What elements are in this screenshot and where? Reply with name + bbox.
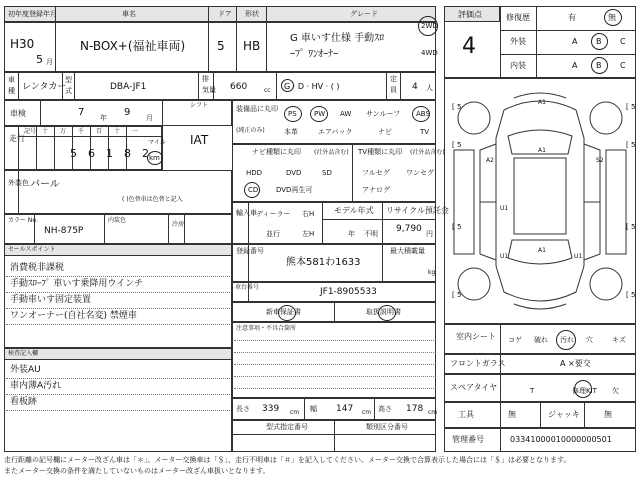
category-label: 類別区分番号 xyxy=(366,423,408,431)
recycle-fee-label: リサイクル預託金 xyxy=(386,206,449,215)
length-value: 339 xyxy=(262,404,280,414)
shape-label: 形状 xyxy=(245,10,259,18)
spare-option: 修理KIT xyxy=(572,387,597,395)
navi-item: HDD xyxy=(246,169,263,177)
mileage-digit: 6 xyxy=(88,147,95,160)
equipment-item: TV xyxy=(420,128,430,136)
equipment-sub: (純正のみ) xyxy=(236,127,265,134)
equipment-item: PW xyxy=(314,110,326,118)
damage-label: U1 xyxy=(500,205,509,212)
tools-label: 工具 xyxy=(458,410,474,419)
inspector-note-item: 外装AU xyxy=(10,365,41,375)
model-year-label: モデル年式 xyxy=(334,206,374,215)
reg-year: H30 xyxy=(10,37,35,51)
interior-grade: C xyxy=(620,61,626,70)
damage-label: A1 xyxy=(538,99,546,106)
disp-unit: cc xyxy=(264,87,271,94)
repair-label: 修復歴 xyxy=(506,13,530,22)
equipment-item: PS xyxy=(288,110,297,118)
shift-label: シフト xyxy=(190,102,209,109)
management-number: 03341000010000000501 xyxy=(510,435,612,444)
height-unit: cm xyxy=(428,409,438,416)
damage-label: A1 xyxy=(538,247,546,254)
spare-option: 欠 xyxy=(612,387,619,395)
mileage-digit: 5 xyxy=(70,147,77,160)
tv-item: フルセグ xyxy=(362,169,390,177)
width-label: 幅 xyxy=(310,405,317,413)
mileage-unit-header: 万 xyxy=(60,128,67,135)
damage-label: S2 xyxy=(596,157,604,164)
import-label: 輸入車 xyxy=(236,209,257,217)
equipment-circle xyxy=(412,106,430,122)
seat-circle xyxy=(556,330,576,350)
seat-option: コゲ xyxy=(508,336,522,344)
usage-label-2: 種 xyxy=(8,87,15,95)
car-name: N-BOX+(福祉車両) xyxy=(80,39,186,53)
mileage-unit-header: 十 xyxy=(42,128,49,135)
disp-label-2: 気量 xyxy=(202,86,216,94)
seat-option: 破れ xyxy=(534,336,548,344)
max-load-label: 最大積載量 xyxy=(390,247,425,255)
disp-label-1: 排 xyxy=(202,75,209,83)
selling-point-item: 消費税非課税 xyxy=(10,263,65,273)
grade-label: グレード xyxy=(350,10,378,18)
mileage-unit-header: 千 xyxy=(78,128,85,135)
damage-label: A1 xyxy=(538,147,546,154)
equipment-circle xyxy=(310,106,328,122)
footer-line-2: またメーター交換の条件を満たしていないものはメーター改ざん車扱いとなります。 xyxy=(4,467,270,475)
selling-point-item: ワンオーナー(自社名変) 禁煙車 xyxy=(10,311,137,321)
equipment-item: 本革 xyxy=(284,128,298,136)
evaluation-score: 4 xyxy=(462,34,476,59)
equipment-item: エアバック xyxy=(318,128,353,136)
mileage-digit: 1 xyxy=(106,147,113,160)
model-label-1: 型 xyxy=(65,76,72,84)
interior-grade: A xyxy=(572,61,578,70)
interior-grade: B xyxy=(596,61,602,70)
model-label-2: 式 xyxy=(65,87,72,95)
width-unit: cm xyxy=(362,409,372,416)
seat-option: 汚れ xyxy=(560,336,574,344)
reg-year-label: 初年度登録年月 xyxy=(8,10,57,18)
repair-circle xyxy=(604,9,622,26)
mileage-unit-header: 記号 xyxy=(24,128,37,135)
length-label: 長さ xyxy=(236,405,250,413)
import-dealer: ディーラー xyxy=(256,210,291,218)
door-count: 5 xyxy=(217,39,225,53)
side-mark: [ 5 xyxy=(626,291,636,299)
recycle-fee-unit: 円 xyxy=(426,230,433,238)
drive-2wd: 2WD xyxy=(421,22,438,30)
import-parallel: 並行 xyxy=(266,230,280,238)
tools-value: 無 xyxy=(508,410,516,419)
cap-label-1: 定 xyxy=(390,75,397,83)
car-name-label: 車名 xyxy=(122,10,136,18)
caution-label: 注意事項・不具合箇所 xyxy=(236,325,297,332)
exterior-grade-circle xyxy=(591,33,608,50)
inspector-note-item: 車内薄A汚れ xyxy=(10,381,62,391)
mileage-unit-km: km xyxy=(149,154,160,162)
registration-label: 登録番号 xyxy=(236,247,264,255)
drive-4wd: 4WD xyxy=(421,49,438,57)
equipment-circle xyxy=(284,106,302,122)
navi-label: ナビ種類に丸印 xyxy=(252,148,301,156)
mileage-unit-header: 一 xyxy=(132,128,139,135)
equipment-item: ABS xyxy=(416,110,430,118)
damage-label: U1 xyxy=(574,253,583,260)
seat-option: 穴 xyxy=(586,336,593,344)
body-shape: HB xyxy=(243,39,261,53)
selling-point-item: 手動車いす固定装置 xyxy=(10,295,92,305)
inspection-label: 車検 xyxy=(10,109,26,118)
windshield-options: A ×要交 xyxy=(560,359,591,368)
navi-circle xyxy=(244,182,260,198)
model-year-unknown: 不明 xyxy=(364,230,378,238)
evaluation-label: 評価点 xyxy=(458,10,482,19)
reg-month-unit: 月 xyxy=(46,58,53,66)
exterior-label: 外装色 xyxy=(8,179,29,187)
import-left: 左H xyxy=(302,230,315,238)
color-code: NH-875P xyxy=(44,226,84,236)
mileage-digit: 2 xyxy=(142,147,149,160)
equipment-label: 装備品に丸印 xyxy=(236,105,278,113)
inspector-notes-header xyxy=(4,348,232,360)
side-mark: [ 5 xyxy=(452,223,462,231)
exterior-eval-label: 外装 xyxy=(510,37,526,46)
inspection-month: 9 xyxy=(124,107,131,118)
chassis-number: JF1-8905533 xyxy=(320,287,377,297)
side-mark: [ 5 xyxy=(626,223,636,231)
max-load-unit: kg xyxy=(428,269,436,276)
exterior-grade: C xyxy=(620,37,626,46)
exterior-grade: B xyxy=(596,37,602,46)
interior-seat-label: 室内シート xyxy=(456,332,496,341)
registration-number: 熊本581わ1633 xyxy=(286,257,361,268)
recycle-fee: 9,790 xyxy=(396,224,422,234)
spare-option: T xyxy=(530,387,535,395)
warranty-circle xyxy=(278,305,296,321)
fuel-g-circle xyxy=(281,79,294,92)
footer-line-1: 走行距離の記号欄にメーター改ざん車は「＊」、メーター交換車は「＄」、走行不明車は「＃」を記入してください。メーター交換で合算表示した場合には「＄」は必要となります。 xyxy=(4,456,571,464)
equipment-item: サンルーフ xyxy=(366,110,401,118)
side-mark: [ 5 xyxy=(626,141,636,149)
height-label: 高さ xyxy=(378,405,392,413)
exterior-row xyxy=(4,170,232,214)
inspector-note-item: 看板跡 xyxy=(10,397,38,407)
spare-tire-label: スペアタイヤ xyxy=(450,383,498,392)
repair-option: 有 xyxy=(568,13,576,22)
inspection-year: 7 xyxy=(78,107,85,118)
side-mark: [ 5 xyxy=(452,141,462,149)
manual-circle xyxy=(378,305,396,321)
cap-unit: 人 xyxy=(426,84,433,92)
width-value: 147 xyxy=(336,404,354,414)
cap-label-2: 員 xyxy=(390,86,397,94)
side-mark: [ 5 xyxy=(626,103,636,111)
capacity: 4 xyxy=(412,82,418,92)
spare-circle xyxy=(574,380,592,398)
tv-item: ワンセグ xyxy=(406,169,434,177)
side-mark: [ 5 xyxy=(452,291,462,299)
tv-label: TV種類に丸印 xyxy=(358,148,403,156)
fuel-options: G · D · HV · ( ) xyxy=(284,82,340,91)
grade-line-1: G 車いす仕様 手動ｽﾛ xyxy=(290,33,385,44)
windshield-label: フロントガラス xyxy=(450,359,506,368)
jack-value: 無 xyxy=(604,410,612,419)
equipment-item: ナビ xyxy=(378,128,392,136)
model-year-unit: 年 xyxy=(348,230,355,238)
color-code-label: カラー No. xyxy=(8,217,38,224)
navi-item: SD xyxy=(322,169,332,177)
import-right: 右H xyxy=(302,210,315,218)
interior-eval-label: 内装 xyxy=(510,61,526,70)
caution-box xyxy=(232,322,436,398)
damage-label: U1 xyxy=(500,253,509,260)
chassis-label: 車台番号 xyxy=(235,284,260,291)
exterior-grade: A xyxy=(572,37,578,46)
inspection-year-unit: 年 xyxy=(100,114,107,122)
instruction-manual: 取扱説明書 xyxy=(366,308,401,316)
mileage-digit: 8 xyxy=(124,147,131,160)
seat-option: キズ xyxy=(612,336,626,344)
navi-item: DVD xyxy=(286,169,302,177)
shift-value: IAT xyxy=(190,133,209,147)
displacement: 660 xyxy=(230,82,248,92)
length-unit: cm xyxy=(290,409,300,416)
mileage-unit-header: 十 xyxy=(114,128,121,135)
management-label: 管理番号 xyxy=(452,435,484,444)
recycle-label: 冷房 xyxy=(172,221,185,228)
navi-item: DVD再生可 xyxy=(276,186,313,194)
door-label: ドア xyxy=(218,10,232,18)
height-value: 178 xyxy=(406,404,424,414)
inspector-notes xyxy=(4,348,232,452)
navi-sub: (社外品含む) xyxy=(314,149,349,156)
exterior-note: ( )色替車は色替と記入 xyxy=(122,196,183,203)
jack-label: ジャッキ xyxy=(548,410,580,419)
car-diagram xyxy=(444,78,636,324)
exterior-value: パール xyxy=(30,179,60,190)
reg-month: 5 xyxy=(36,53,43,66)
mileage-unit-label: マイル xyxy=(148,139,166,146)
selling-points-label: セールスポイント xyxy=(8,246,56,253)
inspection-month-unit: 月 xyxy=(146,114,153,122)
interior-grade-circle xyxy=(591,57,608,74)
new-car-warranty: 新車保証書 xyxy=(266,308,301,316)
inspector-notes-label: 検査記入欄 xyxy=(8,350,39,357)
mileage-unit-header: 百 xyxy=(96,128,103,135)
side-mark: [ 5 xyxy=(452,103,462,111)
tv-item: アナログ xyxy=(362,186,390,194)
usage-label-1: 車 xyxy=(8,76,15,84)
navi-item: CD xyxy=(248,186,259,194)
damage-label: A2 xyxy=(486,157,494,164)
tv-sub: (社外品含む) xyxy=(410,149,445,156)
usage-value: レンタカー xyxy=(22,82,67,92)
grade-line-2: ｰﾌﾟ ﾜﾝｵｰﾅｰ xyxy=(290,49,339,60)
interior-color-label: 内装色 xyxy=(108,217,127,224)
type-number-label: 型式指定番号 xyxy=(266,423,308,431)
repair-option: 無 xyxy=(608,13,616,22)
equipment-item: AW xyxy=(340,110,352,118)
mileage-label: 走行 xyxy=(9,134,25,143)
selling-point-item: 手動ｽﾛｰﾌﾟ 車いす乗降用ウインチ xyxy=(10,279,144,289)
model-value: DBA-JF1 xyxy=(110,82,147,92)
